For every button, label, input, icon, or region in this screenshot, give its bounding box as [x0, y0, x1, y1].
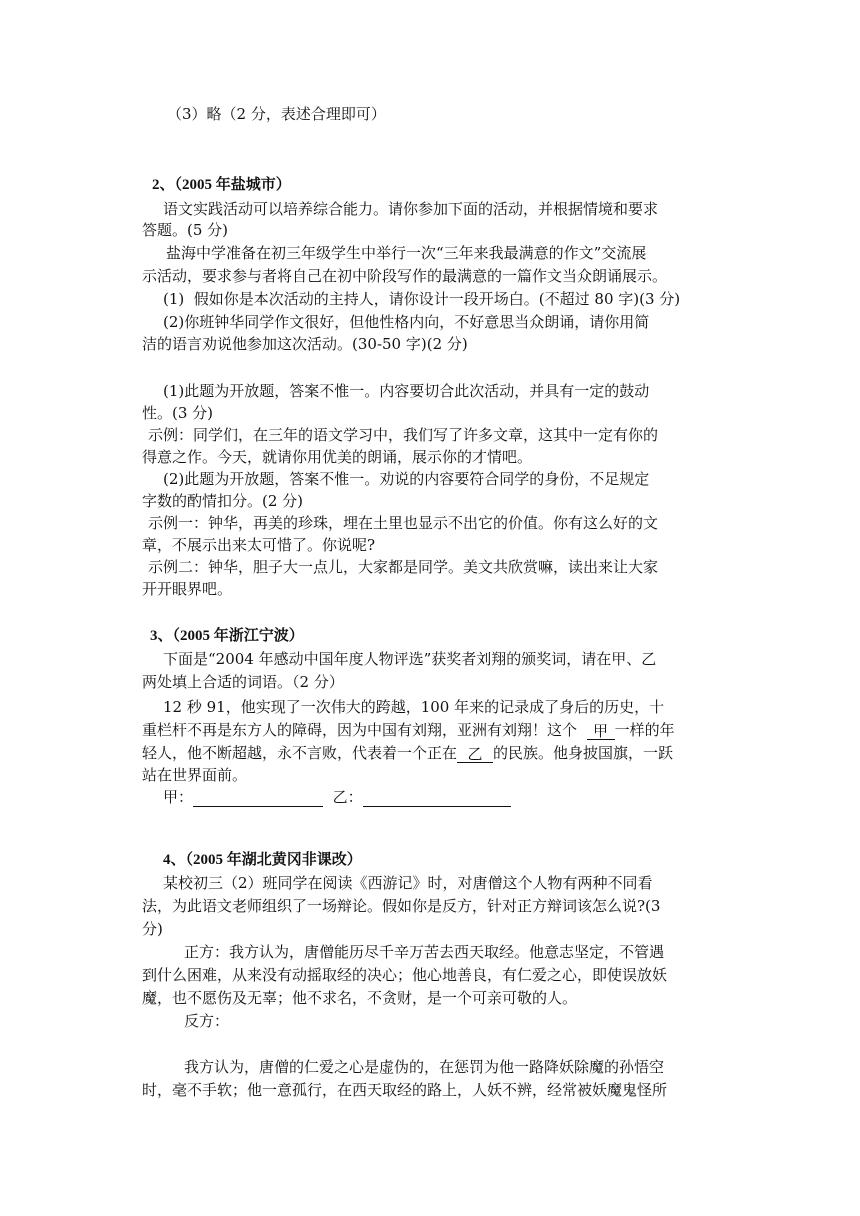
question-2-title: 2、（2005 年盐城市） [152, 177, 291, 193]
paragraph-line: 正方：我方认为，唐僧能历尽千辛万苦去西天取经。他意志坚定，不管遇 [184, 943, 665, 961]
question-4-title: 4、（2005 年湖北黄冈非课改） [163, 852, 362, 868]
paragraph-line: 两处填上合适的词语。（2 分） [142, 673, 344, 691]
paragraph-line: 反方： [184, 1012, 230, 1030]
paragraph-line: (2)你班钟华同学作文很好，但他性格内向，不好意思当众朗诵，请你用简 [163, 313, 650, 331]
paragraph-line: 盐海中学准备在初三年级学生中举行一次“三年来我最满意的作文”交流展 [166, 244, 647, 262]
answer-field-jia[interactable] [193, 788, 323, 807]
paragraph-line: 站在世界面前。 [142, 766, 248, 784]
answer-blanks: 甲： 乙： [163, 787, 511, 807]
question-3-title: 3、（2005 年浙江宁波） [150, 628, 304, 644]
paragraph-line: 轻人，他不断超越，永不言败，代表着一个正在 乙 的民族。他身披国旗，一跃 [142, 744, 674, 763]
paragraph-line: 示活动，要求参与者将自己在初中阶段写作的最满意的一篇作文当众朗诵展示。 [142, 267, 668, 285]
paragraph-line: 语文实践活动可以培养综合能力。请你参加下面的活动，并根据情境和要求 [163, 200, 659, 218]
paragraph-line: 示例二：钟华，胆子大一点儿，大家都是同学。美文共欣赏嘛，读出来让大家 [148, 558, 659, 576]
paragraph-line: 某校初三（2）班同学在阅读《西游记》时，对唐僧这个人物有两种不同看 [163, 874, 653, 892]
paragraph-line: 12 秒 91，他实现了一次伟大的跨越，100 年来的记录成了身后的历史，十 [163, 698, 665, 716]
paragraph-line: 法，为此语文老师组织了一场辩论。假如你是反方，针对正方辩词该怎么说?(3 [142, 897, 661, 915]
paragraph-line: 示例一：钟华，再美的珍珠，埋在土里也显示不出它的价值。你有这么好的文 [148, 514, 659, 532]
paragraph-line: 章，不展示出来太可惜了。你说呢? [142, 536, 376, 554]
paragraph-line: 时，毫不手软；他一意孤行，在西天取经的路上，人妖不辨，经常被妖魔鬼怪所 [142, 1081, 668, 1099]
paragraph-line: 字数的酌情扣分。(2 分) [142, 492, 304, 510]
paragraph-line: 到什么困难，从来没有动摇取经的决心；他心地善良，有仁爱之心，即使误放妖 [142, 966, 668, 984]
answer-3: （3）略（2 分，表述合理即可） [167, 105, 386, 123]
paragraph-line: 我方认为，唐僧的仁爱之心是虚伪的，在惩罚为他一路降妖除魔的孙悟空 [184, 1058, 665, 1076]
paragraph-line: 示例：同学们，在三年的语文学习中，我们写了许多文章，这其中一定有你的 [148, 426, 659, 444]
paragraph-line: (1) 假如你是本次活动的主持人，请你设计一段开场白。(不超过 80 字)(3 分) [163, 290, 681, 308]
paragraph-line: 答题。(5 分) [142, 221, 229, 239]
paragraph-line: 重栏杆不再是东方人的障碍，因为中国有刘翔，亚洲有刘翔！这个 甲 一样的年 [142, 721, 675, 740]
paragraph-line: 性。(3 分) [142, 404, 214, 422]
paragraph-line: 下面是“2004 年感动中国年度人物评选”获奖者刘翔的颁奖词，请在甲、乙 [163, 650, 657, 668]
paragraph-line: 得意之作。今天，就请你用优美的朗诵，展示你的才情吧。 [142, 448, 533, 466]
blank-yi: 乙 [457, 744, 493, 763]
answer-field-yi[interactable] [363, 788, 511, 807]
paragraph-line: 洁的语言劝说他参加这次活动。(30-50 字)(2 分) [142, 335, 468, 353]
paragraph-line: (1)此题为开放题，答案不惟一。内容要切合此次活动，并具有一定的鼓动 [163, 382, 650, 400]
paragraph-line: 魔，也不愿伤及无辜；他不求名，不贪财，是一个可亲可敬的人。 [142, 989, 578, 1007]
paragraph-line: 开开眼界吧。 [142, 580, 233, 598]
paragraph-line: (2)此题为开放题，答案不惟一。劝说的内容要符合同学的身份，不足规定 [163, 470, 650, 488]
paragraph-line: 分) [142, 920, 163, 938]
blank-jia: 甲 [587, 721, 615, 740]
